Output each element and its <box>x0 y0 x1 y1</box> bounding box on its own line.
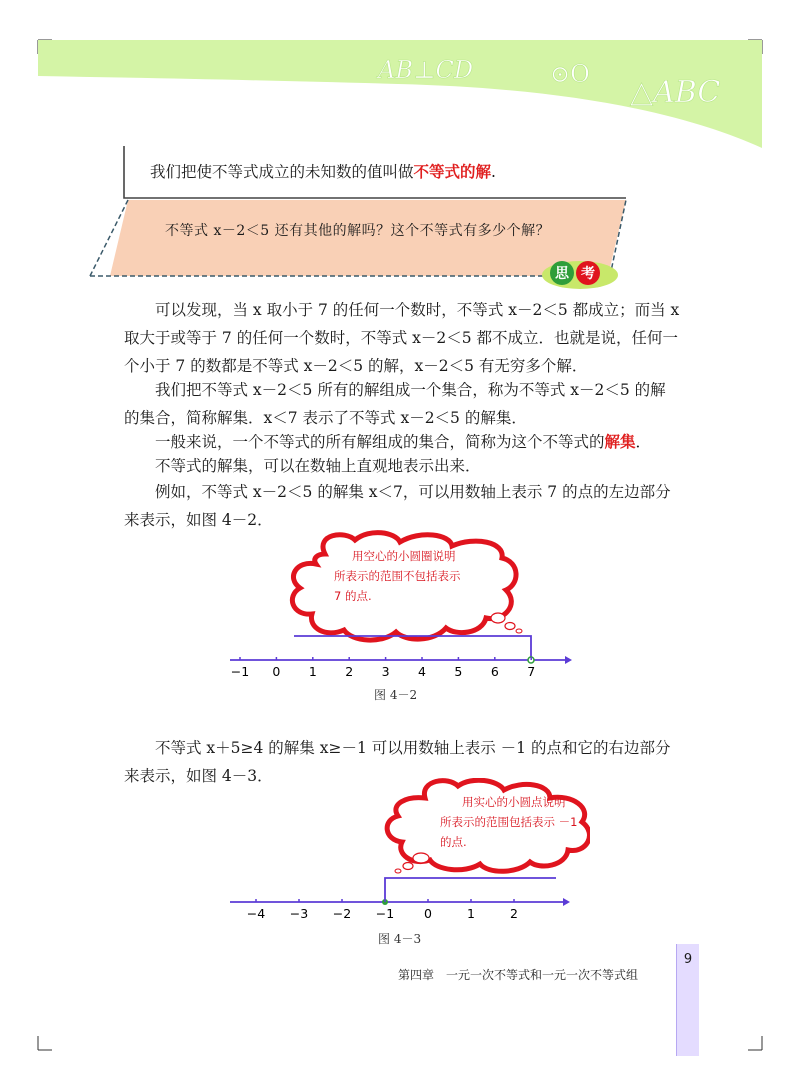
paragraph-3-term: 解集 <box>604 432 636 451</box>
page-number: 9 <box>683 952 693 967</box>
figure-4-2-bubble-line-2: 所表示的范围不包括表示 <box>334 569 461 583</box>
definition-lead: 我们把使不等式成立的未知数的值叫做 <box>150 163 414 181</box>
header-decor-perp: AB⊥CD <box>378 56 474 84</box>
figure-4-3-bubble-line-2: 所表示的范围包括表示 －1 <box>440 815 578 829</box>
figure-4-3-bubble-line-3: 的点. <box>440 835 467 849</box>
figure-4-2-caption: 图 4－2 <box>374 688 418 702</box>
figure-4-3-tick-label: 1 <box>467 906 475 921</box>
figure-4-3-tick-label: 2 <box>510 906 518 921</box>
chapter-footer: 第四章 一元一次不等式和一元一次不等式组 <box>398 968 639 982</box>
figure-4-3-tick-label: −1 <box>375 906 395 921</box>
figure-4-3-bubble-line-1: 用实心的小圆点说明 <box>462 795 566 809</box>
figure-4-3-caption: 图 4－3 <box>378 932 422 946</box>
definition-term: 不等式的解 <box>413 162 492 181</box>
paragraph-1: 可以发现，当 x 取小于 7 的任何一个数时，不等式 x－2＜5 都成立；而当 x 取大于或等于 7 的任何一个数时，不等式 x－2＜5 都不成立．也就是说，任何一个小于 7 的数都是不等式 x－2＜5 的解，x－2＜5 有无穷多个解． <box>124 301 680 375</box>
think-badge <box>540 258 620 292</box>
paragraph-6: 不等式 x＋5≥4 的解集 x≥－1 可以用数轴上表示 －1 的点和它的右边部分来表示，如图 4－3． <box>124 739 671 785</box>
header-decor-circle: ⊙O <box>550 60 590 88</box>
header-decor-triangle: △ABC <box>630 75 721 110</box>
figure-4-3-tick-label: 0 <box>424 906 432 921</box>
definition-tail: . <box>491 163 496 181</box>
figure-4-2-tick-label: 5 <box>454 664 463 679</box>
figure-4-2-tick-label: −1 <box>230 664 250 679</box>
question-text: 不等式 x－2＜5 还有其他的解吗？这个不等式有多少个解？ <box>165 223 551 239</box>
figure-4-3-tick-label: −2 <box>332 906 352 921</box>
figure-4-2-tick-label: 3 <box>381 664 390 679</box>
paragraph-5: 例如，不等式 x－2＜5 的解集 x＜7，可以用数轴上表示 7 的点的左边部分来表示，如图 4－2． <box>124 483 671 529</box>
paragraph-3-lead: 一般来说，一个不等式的所有解组成的集合，简称为这个不等式的 <box>155 433 605 451</box>
figure-4-2-tick-label: 4 <box>418 664 426 679</box>
badge-char-1: 思 <box>555 266 569 282</box>
badge-char-2: 考 <box>581 266 595 282</box>
figure-4-2-tick-label: 2 <box>345 664 354 679</box>
page-tab <box>676 944 699 1056</box>
figure-4-2-bubble-line-1: 用空心的小圆圈说明 <box>352 549 456 563</box>
figure-4-3-tick-label: −3 <box>289 906 309 921</box>
figure-4-2-tick-label: 1 <box>308 664 317 679</box>
figure-4-2-tick-label: 0 <box>272 664 281 679</box>
figure-4-3-tick-label: −4 <box>246 906 266 921</box>
paragraph-3-tail: ． <box>635 433 652 451</box>
definition-sentence <box>150 160 496 182</box>
figure-4-2-tick-label: 7 <box>527 664 536 679</box>
figure-4-2-tick-label: 6 <box>490 664 499 679</box>
figure-4-2-bubble-line-3: 7 的点. <box>334 589 372 603</box>
paragraph-2: 我们把不等式 x－2＜5 所有的解组成一个集合，称为不等式 x－2＜5 的解的集合，简称解集．x＜7 表示了不等式 x－2＜5 的解集． <box>124 381 666 427</box>
paragraph-4: 不等式的解集，可以在数轴上直观地表示出来． <box>155 457 481 475</box>
header-banner <box>38 40 762 155</box>
